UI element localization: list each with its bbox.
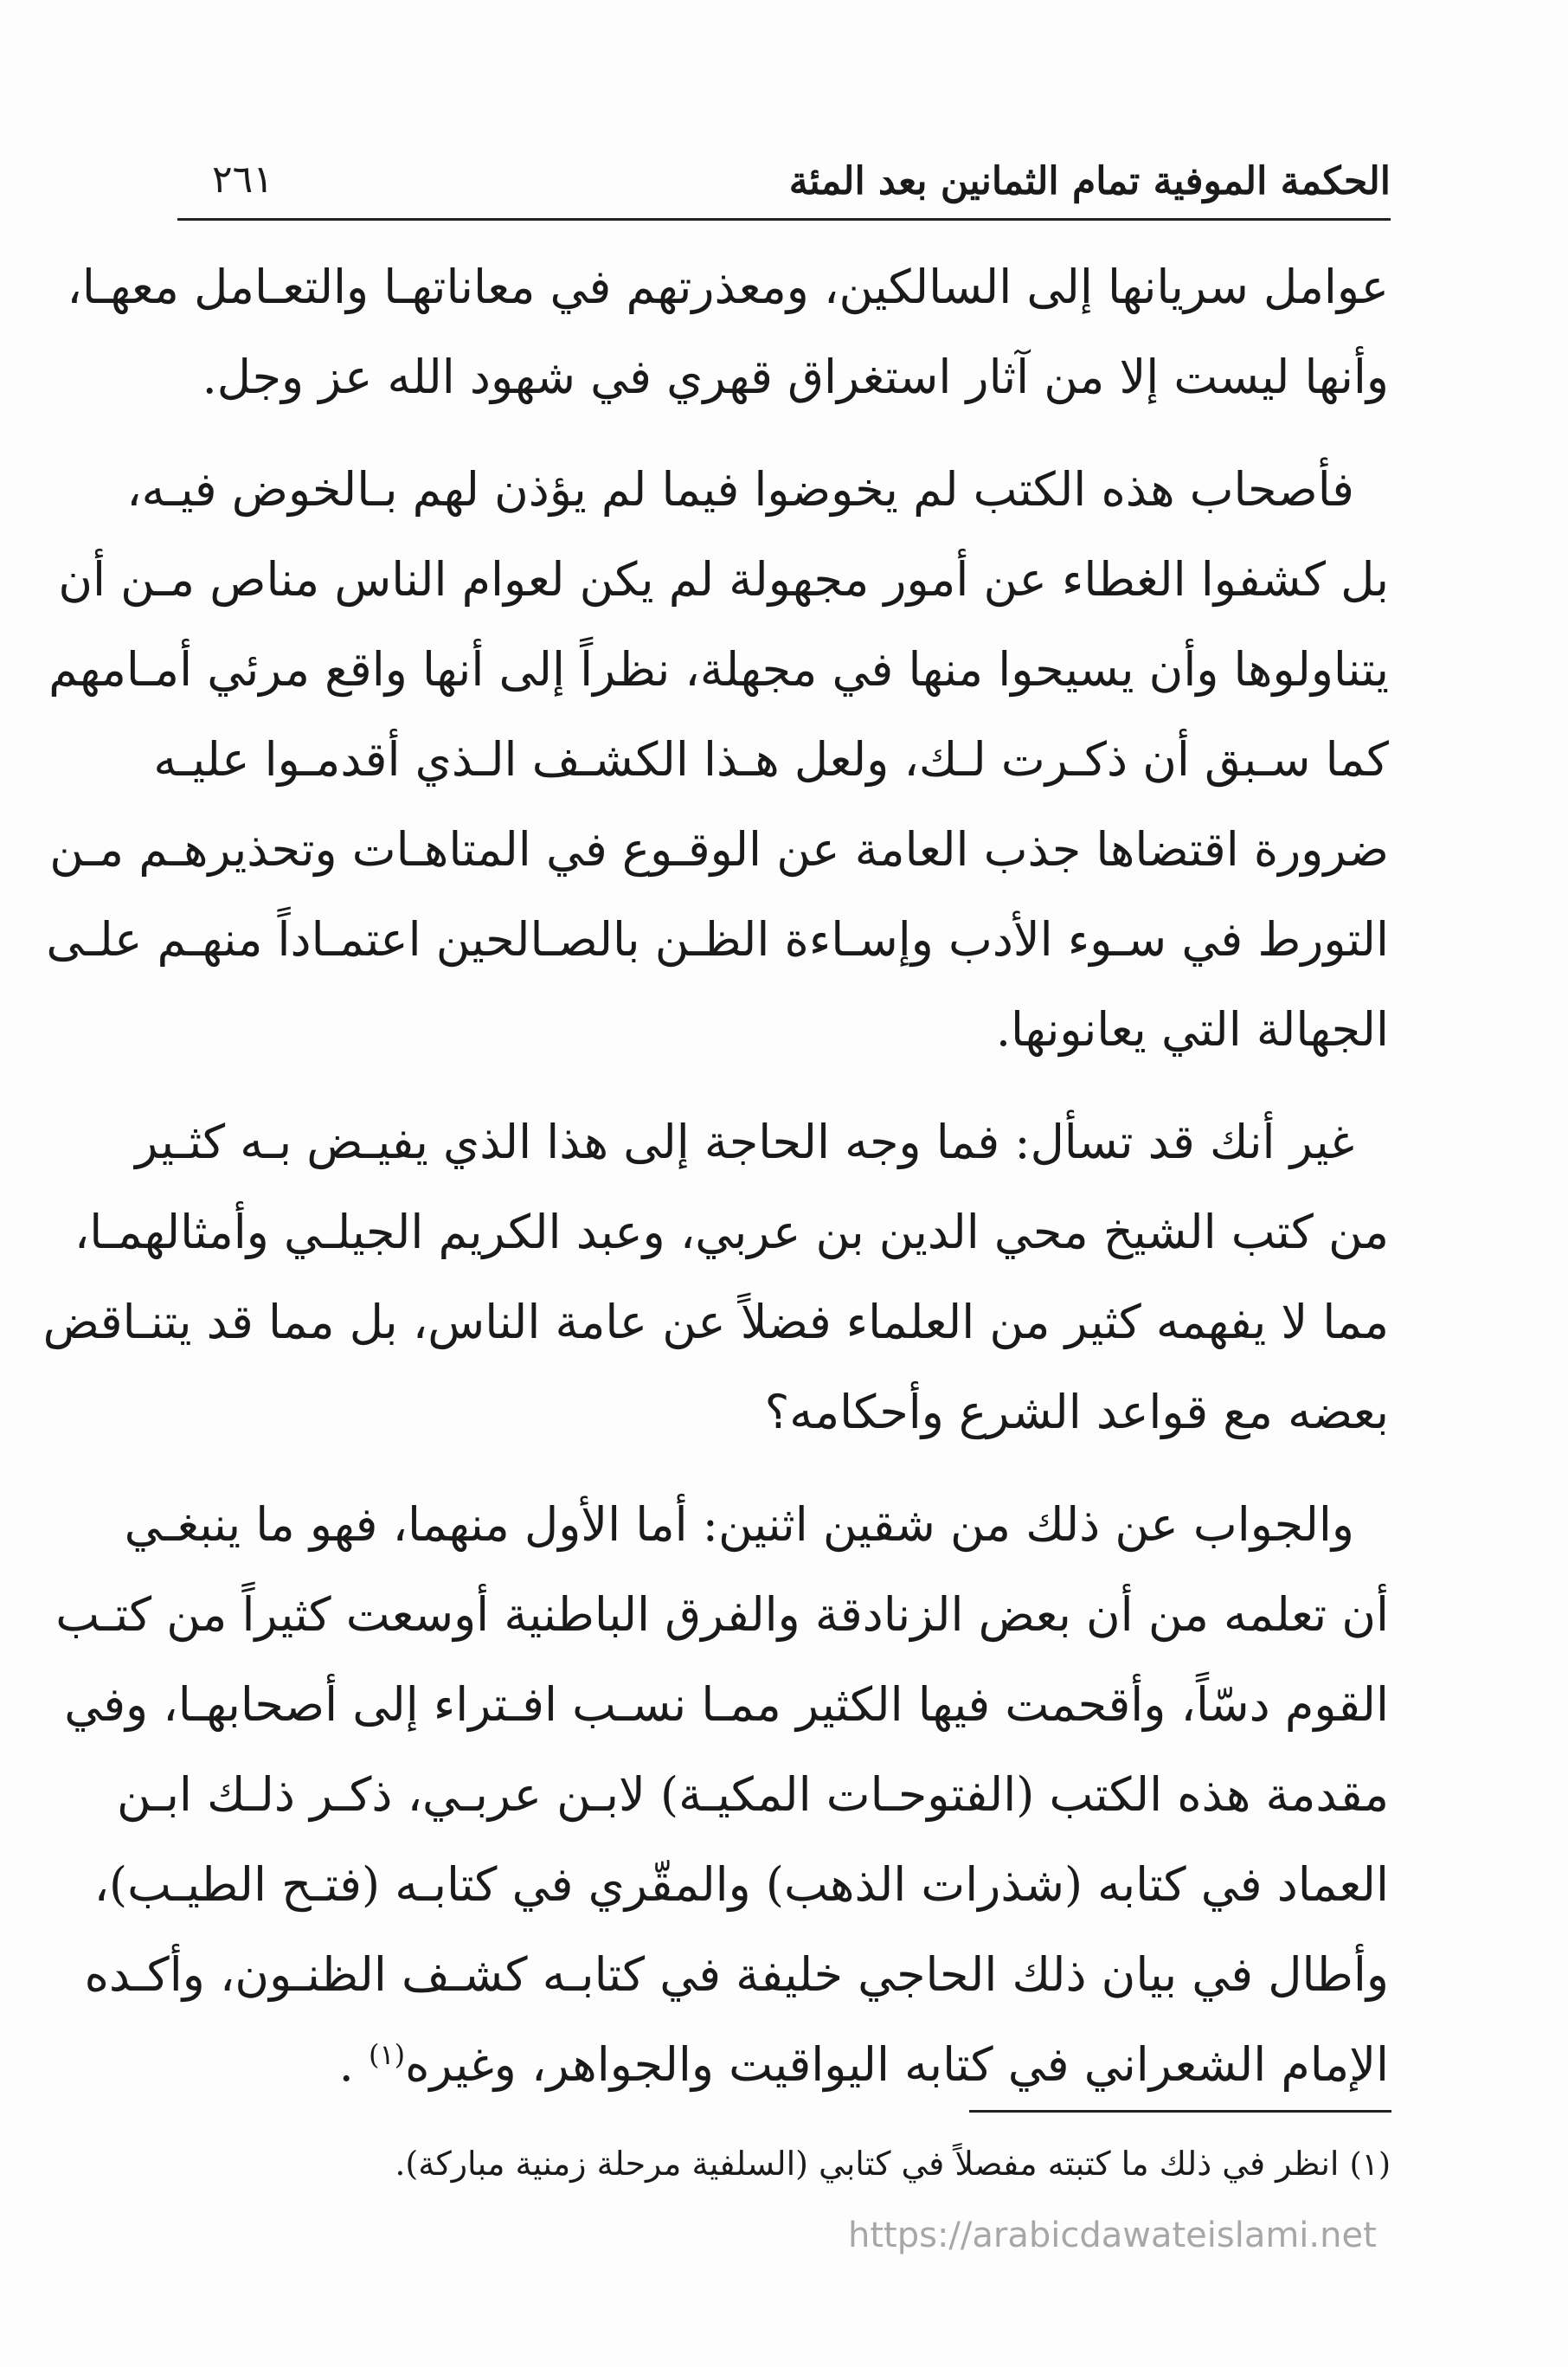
- text-line-with-footnote: [186, 2020, 1389, 2110]
- text-line: القوم دسّاً، وأقحمت فيها الكثير ممـا نسـب افـتراء إلى أصحابهـا، وفي: [64, 1677, 1389, 1732]
- paragraph-3: [42, 1097, 1389, 1457]
- paragraph-2: [46, 445, 1389, 1075]
- footnote-separator: [969, 2110, 1391, 2113]
- footnote-text: انظر في ذلك ما كتبته مفصلاً في كتابي (السلفية مرحلة زمنية مباركة).: [395, 2145, 1340, 2183]
- text-line: وأنها ليست إلا من آثار استغراق قهري في شهود الله عز وجل.: [202, 350, 1389, 404]
- body-text: [42, 242, 1389, 2132]
- text-line: ضرورة اقتضاها جذب العامة عن الوقـوع في المتاهـات وتحذيرهـم مـن: [49, 822, 1389, 877]
- paragraph-1: [67, 242, 1389, 422]
- text-line: عوامل سريانها إلى السالكين، ومعذرتهم في معاناتهـا والتعـامل معهـا،: [67, 260, 1389, 314]
- text-line: مقدمة هذه الكتب (الفتوحـات المكيـة) لابـن عربـي، ذكـر ذلـك ابـن: [116, 1767, 1389, 1822]
- line-tail: .: [338, 2037, 369, 2092]
- watermark-url: https://arabicdawateislami.net: [848, 2216, 1377, 2255]
- paragraph-4: [55, 1480, 1389, 2110]
- text-line: كما سـبق أن ذكـرت لـك، ولعل هـذا الكشـف الـذي أقدمـوا عليـه: [153, 732, 1389, 787]
- running-header: [177, 149, 1391, 221]
- text-line: الجهالة التي يعانونها.: [995, 1002, 1389, 1057]
- text-line: العماد في كتابه (شذرات الذهب) والمقّري في كتابـه (فتـح الطيـب)،: [93, 1857, 1389, 1912]
- text-line: الإمام الشعراني في كتابه اليواقيت والجواهر، وغيره: [405, 2037, 1389, 2092]
- text-line: غير أنك قد تسأل: فما وجه الحاجة إلى هذا الذي يفيـض بـه كثـير: [135, 1115, 1354, 1169]
- footnote-reference[interactable]: (١): [368, 2038, 406, 2071]
- text-line: يتناولوها وأن يسيحوا منها في مجهلة، نظراً إلى أنها واقع مرئي أمـامهم: [48, 642, 1389, 697]
- text-line: بل كشفوا الغطاء عن أمور مجهولة لم يكن لعوام الناس مناص مـن أن: [58, 552, 1389, 607]
- footnote-marker: (١): [1349, 2147, 1391, 2183]
- text-line: وأطال في بيان ذلك الحاجي خليفة في كتابـه كشـف الظنـون، وأكـده: [84, 1947, 1389, 2002]
- text-line: والجواب عن ذلك من شقين اثنين: أما الأول منهما، فهو ما ينبغـي: [124, 1497, 1354, 1552]
- footnote: [186, 2138, 1391, 2191]
- text-line: مما لا يفهمه كثير من العلماء فضلاً عن عامة الناس، بل مما قد يتنـاقض: [42, 1295, 1389, 1349]
- running-title: الحكمة الموفية تمام الثمانين بعد المئة: [788, 159, 1391, 203]
- text-line: التورط في سـوء الأدب وإسـاءة الظـن بالصـالحين اعتمـاداً منهـم علـى: [46, 912, 1389, 967]
- page-number: ٢٦١: [212, 158, 273, 202]
- text-line: من كتب الشيخ محي الدين بن عربي، وعبد الكريم الجيلـي وأمثالهمـا،: [74, 1205, 1389, 1259]
- text-line: بعضه مع قواعد الشرع وأحكامه؟: [764, 1385, 1389, 1439]
- text-line: أن تعلمه من أن بعض الزنادقة والفرق الباطنية أوسعت كثيراً من كتـب: [55, 1587, 1389, 1642]
- text-line: فأصحاب هذه الكتب لم يخوضوا فيما لم يؤذن لهم بـالخوض فيـه،: [126, 462, 1354, 517]
